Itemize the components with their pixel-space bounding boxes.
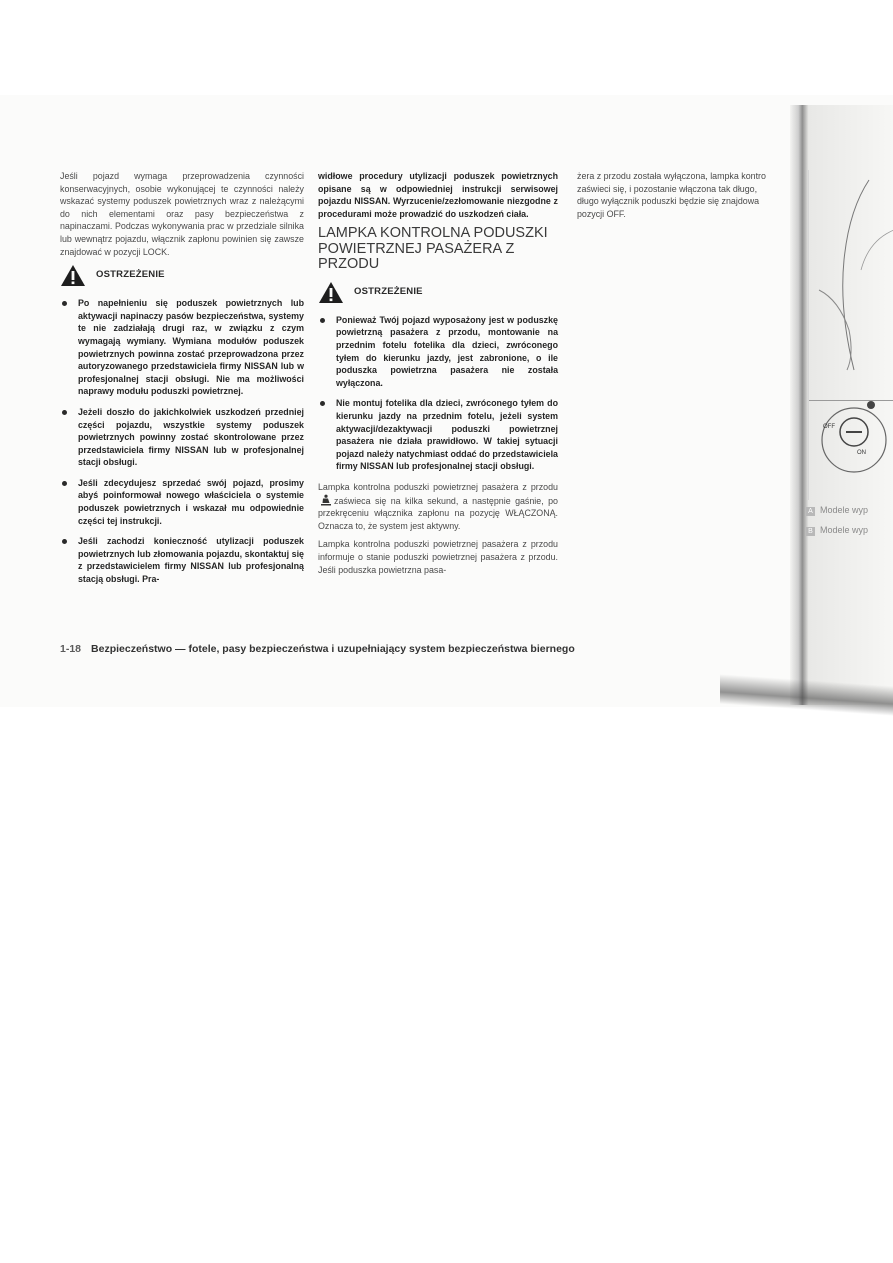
indicator-paragraph: Lampka kontrolna poduszki powietrznej pasażera z przoduzaświeca się na kilka sekund, a następnie gaśnie, po przekręceniu włącznika zapłonu na pozycję WŁĄCZONĄ. Oznacza to, że system jest aktywny. [318,482,558,531]
section-title: LAMPKA KONTROLNA PODUSZKI POWIETRZNEJ PASAŻERA Z PRZODU [318,225,548,273]
off-label: OFF [823,424,835,430]
warning-label: OSTRZEŻENIE [96,269,165,281]
list-item: Jeżeli doszło do jakichkolwiek uszkodzeń przedniej części pojazdu, wszystkie systemy poduszek powietrznych powinny zostać skontrolowane przez przedstawiciela firmy NISSAN lub w profesjonalnej stacji obsługi. [60,406,304,469]
warning-triangle-icon [318,281,344,304]
continuation-paragraph: widłowe procedury utylizacji poduszek powietrznych opisane są w odpowiedniej instrukcji serwisowej pojazdu NISSAN. Wyrzucenie/zezłomowanie niezgodne z procedurami może prowadzić do uszkodzeń ciała. [318,171,558,219]
column-1 [60,170,304,594]
intro-paragraph: Jeśli pojazd wymaga przeprowadzenia czynności konserwacyjnych, osobie wykonującej te czynności należy wskazać systemy poduszek powietrznych wraz z należącymi do nich elementami oraz pasy bezpieczeństwa z napinaczami. Podczas wykonywania prac w przedziale silnika lub wewnątrz pojazdu, włącznik zapłonu powinien się zawsze znajdować w pozycji LOCK. [60,171,304,257]
figure-legend [806,500,868,540]
warning-list [60,297,304,585]
list-item: Po napełnieniu się poduszek powietrznych lub aktywacji napinaczy pasów bezpieczeństwa, systemy te nie zadziałają drugi raz, w związku z czym wymagają wymiany. Wymiana modułów poduszek powietrznych powinna zostać przeprowadzona przez autoryzowanego przedstawiciela firmy NISSAN lub w profesjonalnej stacji obsługi. Nie ma możliwości naprawy modułu poduszki powietrznej. [60,297,304,398]
airbag-switch-figure [808,170,893,500]
page-footer [60,643,660,655]
on-label: ON [857,450,866,456]
text-line: pozycji OFF. [577,208,626,219]
column-3 [577,170,803,220]
list-item: Jeśli zachodzi konieczność utylizacji poduszek powietrznych lub złomowania pojazdu, skontaktuj się z przedstawicielem firmy NISSAN lub profesjonalną stacją obsługi. Pra- [60,535,304,585]
legend-badge: B [806,527,815,536]
text-line: zaświeci się, i pozostanie włączona tak długo, [577,183,758,194]
warning-list [318,314,558,473]
legend-badge: A [806,507,815,516]
status-paragraph: Lampka kontrolna poduszki powietrznej pasażera z przodu informuje o stanie poduszki powietrznej pasażera z przodu. Jeśli poduszka powietrzna pasa- [318,539,558,575]
warning-label: OSTRZEŻENIE [354,286,423,298]
passenger-airbag-indicator-icon [320,494,332,506]
page-number: 1-18 [60,643,82,655]
warning-header [318,281,558,304]
warning-triangle-icon [60,264,86,287]
legend-item: A Modele wyp [806,500,868,520]
text-line: długo wyłącznik poduszki będzie się znajdowa [577,196,760,207]
figure-divider [809,400,893,401]
column-2 [318,170,558,582]
warning-header [60,264,304,287]
dashboard-illustration [809,170,893,500]
text-line: żera z przodu została wyłączona, lampka kontro [577,171,766,181]
list-item: Ponieważ Twój pojazd wyposażony jest w poduszkę powietrzną pasażera z przodu, montowanie na przednim fotelu fotelika dla dzieci, zwróconego tyłem do kierunku jazdy, jest zabronione, o ile poduszka powietrzna pasażera nie została wyłączona. [318,314,558,390]
footer-title: Bezpieczeństwo — fotele, pasy bezpieczeństwa i uzupełniający system bezpieczeństwa biernego [91,643,575,655]
list-item: Jeśli zdecydujesz sprzedać swój pojazd, prosimy abyś poinformował nowego właściciela o systemie poduszek powietrznych i wskazał mu odpowiednie części tej instrukcji. [60,477,304,527]
legend-item: B Modele wyp [806,520,868,540]
list-item: Nie montuj fotelika dla dzieci, zwróconego tyłem do kierunku jazdy na przednim fotelu, jeżeli system aktywacji/dezaktywacji poduszki powietrznej pasażera nie działa prawidłowo. W takiej sytuacji pojazd należy natychmiast oddać do przedstawiciela firmy NISSAN lub profesjonalnej stacji obsługi. [318,397,558,473]
